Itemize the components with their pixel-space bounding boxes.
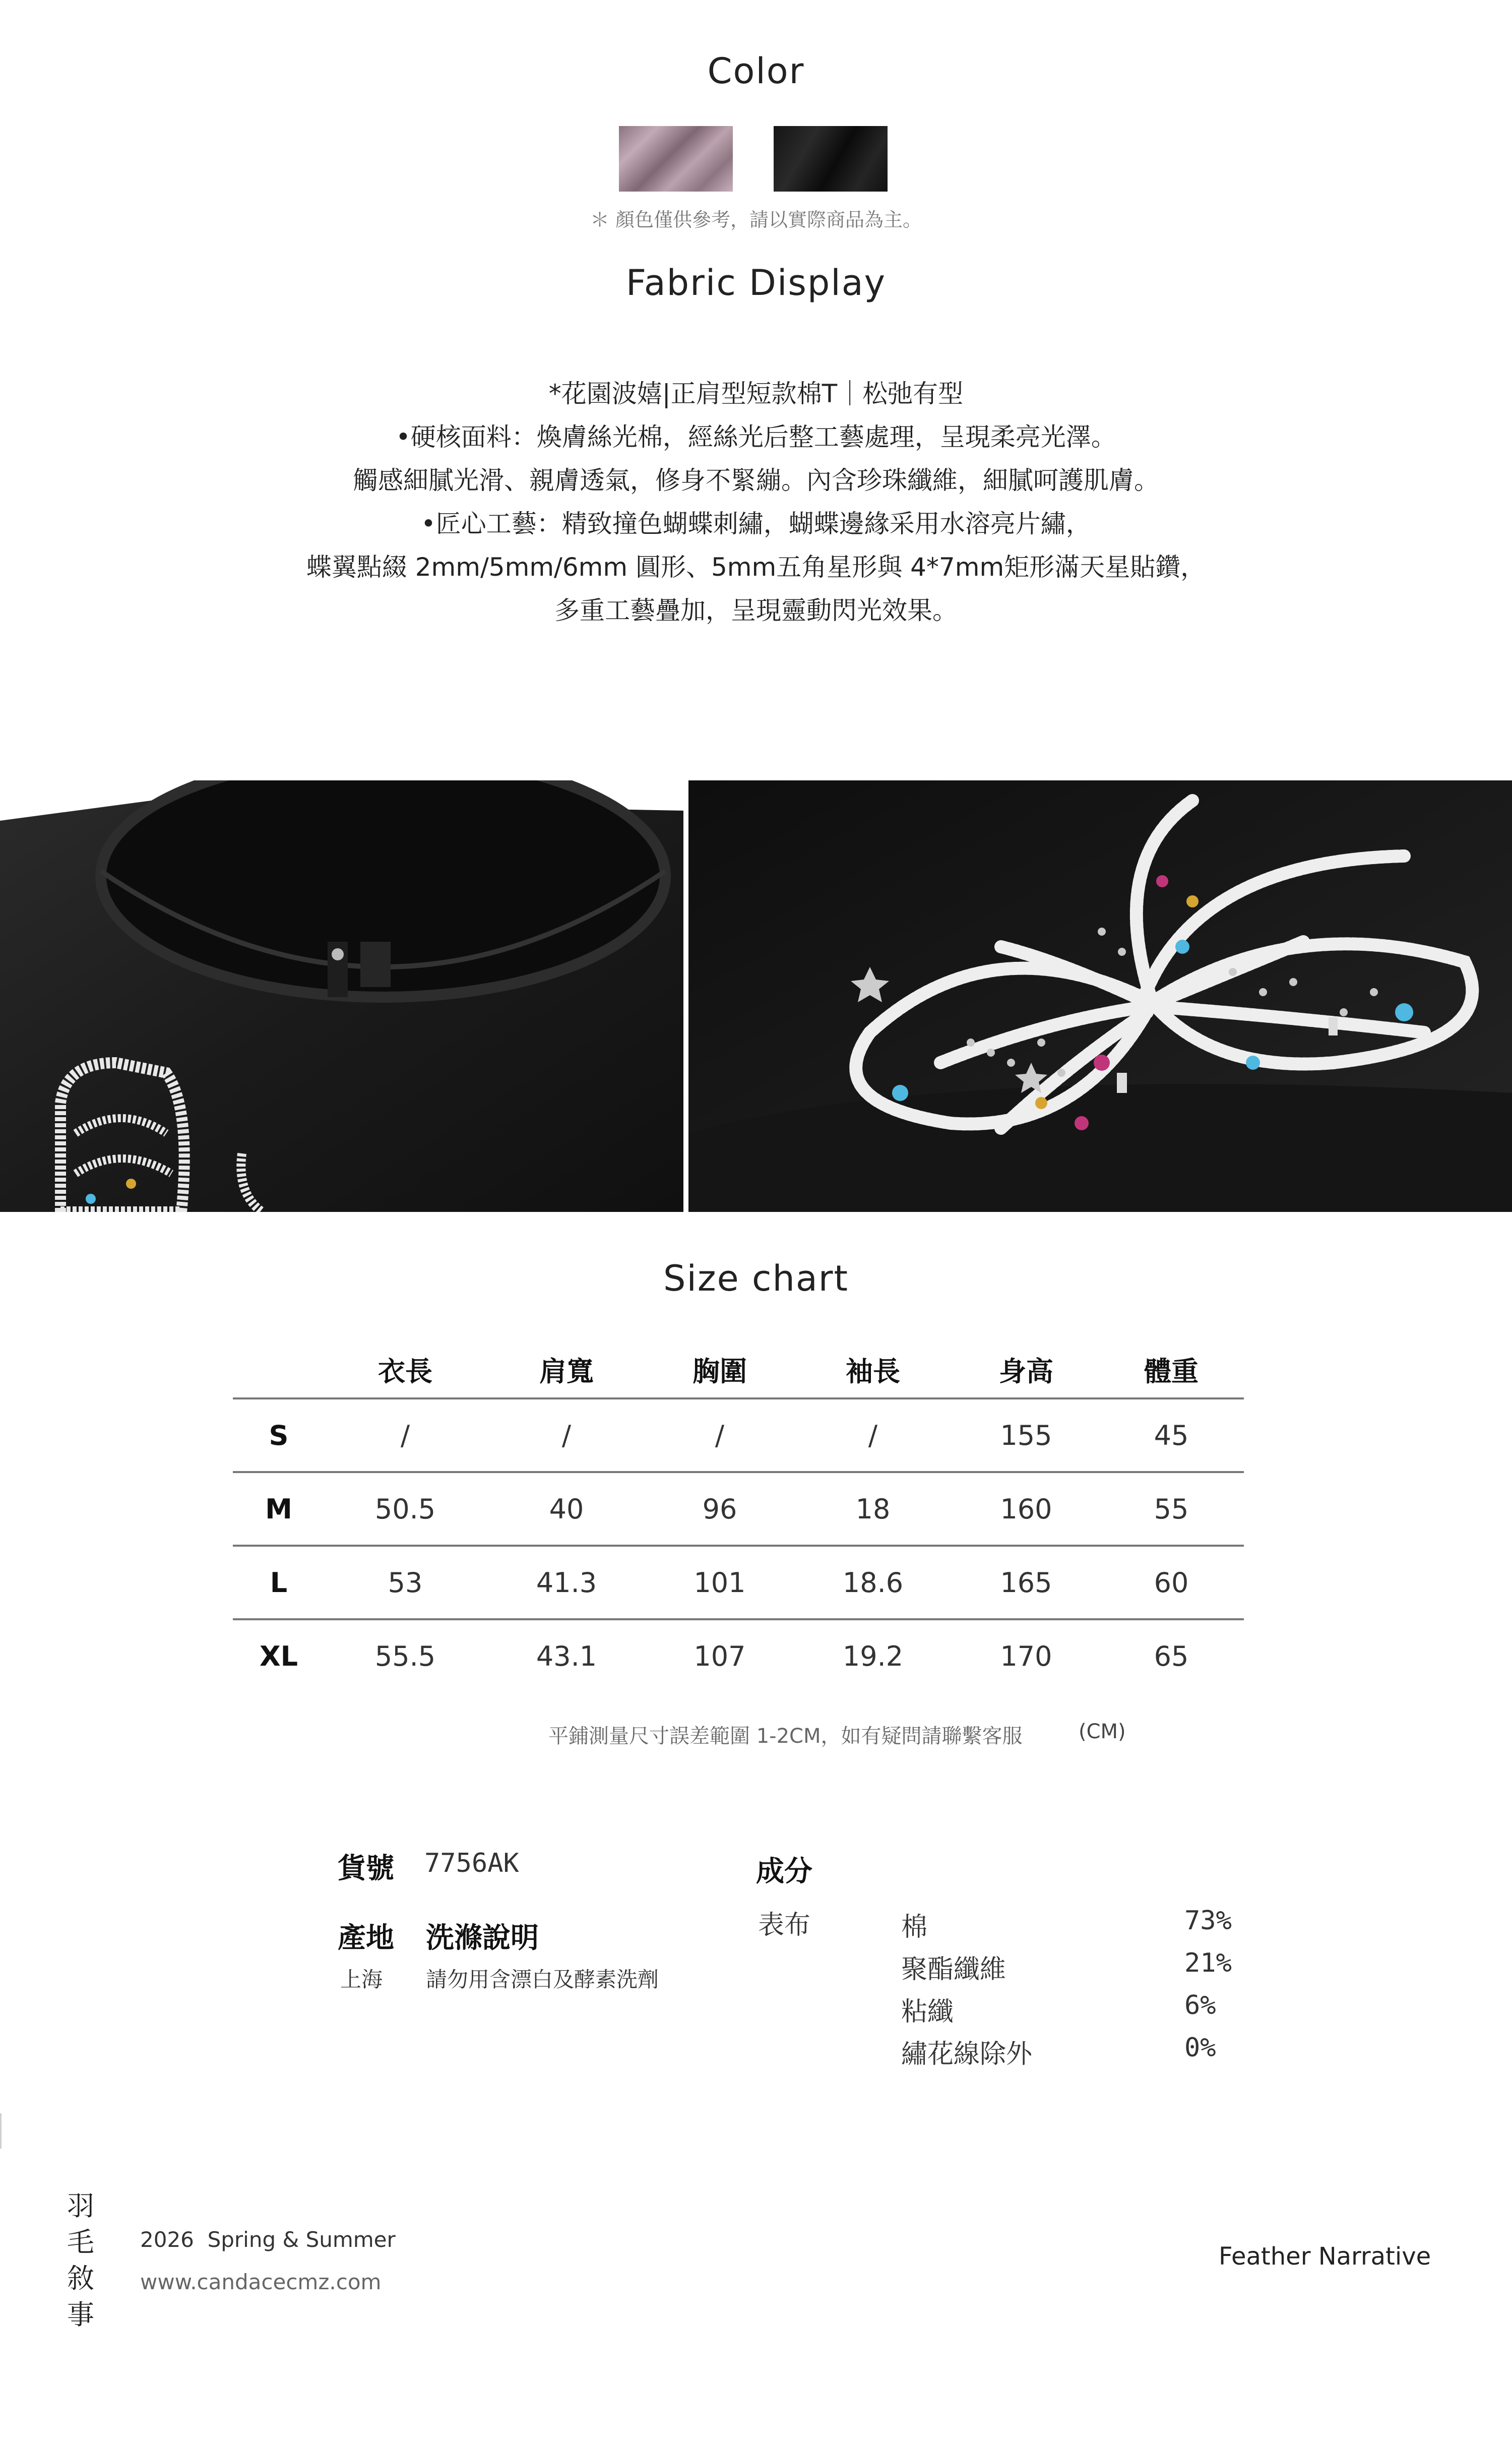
size-note: 平鋪測量尺寸誤差範圍 1-2CM，如有疑問請聯繫客服 [548,1725,1023,1748]
fabric-line: 觸感細膩光滑、親膚透氣，修身不緊繃。內含珍珠纖維，細膩呵護肌膚。 [353,466,1159,495]
composition-label: 成分 [756,1855,812,1888]
size-cell: 55.5 [325,1619,486,1692]
website-link[interactable]: www.candacecmz.com [140,2270,382,2294]
size-cell: 165 [954,1546,1099,1619]
size-header-cell [233,1341,325,1398]
fabric-line: 蝶翼點綴 2mm/5mm/6mm 圓形、5mm五角星形與 4*7mm矩形滿天星貼鑽， [306,553,1206,582]
footer-divider [0,2113,2,2149]
size-cell: 18.6 [792,1546,954,1619]
size-cell: 19.2 [792,1619,954,1692]
size-cell: 65 [1099,1619,1244,1692]
size-cell: / [325,1398,486,1472]
material-pct: 6% [1184,1990,1216,2021]
size-header-cell: 袖長 [845,1355,900,1387]
fabric-label: 表布 [758,1910,811,1940]
fabric-line: *花園波嬉|正肩型短款棉T｜松弛有型 [548,379,964,408]
season-text: 2026 Spring & Summer [140,2227,396,2252]
fabric-line: •匠心工藝：精致撞色蝴蝶刺繡，蝴蝶邊緣采用水溶亮片繡， [421,509,1091,538]
material-pct: 21% [1184,1948,1232,1978]
size-cell: / [792,1398,954,1472]
fabric-line: 多重工藝疊加，呈現靈動閃光效果。 [554,596,958,625]
size-label: L [233,1546,325,1619]
fabric-description [0,372,1512,632]
size-header-row [233,1341,1244,1398]
size-unit: (CM) [1079,1720,1126,1743]
size-cell: 107 [647,1619,792,1692]
size-cell: 60 [1099,1546,1244,1619]
origin-value: 上海 [340,1967,383,1992]
color-swatch-black[interactable] [774,126,888,192]
size-cell: 18 [792,1472,954,1546]
size-header-cell: 體重 [1144,1355,1199,1387]
size-cell: 40 [486,1472,647,1546]
size-cell: 41.3 [486,1546,647,1619]
wash-value: 請勿用含漂白及酵素洗劑 [426,1967,659,1992]
size-label: S [233,1398,325,1472]
size-cell: 53 [325,1546,486,1619]
material-pct: 0% [1184,2033,1216,2063]
size-cell: 155 [954,1398,1099,1472]
size-cell: 170 [954,1619,1099,1692]
size-cell: 96 [647,1472,792,1546]
neckline-photo [0,780,683,1212]
size-cell: 45 [1099,1398,1244,1472]
material-name: 粘纖 [901,1997,954,2027]
size-label: XL [233,1619,325,1692]
vertical-series-title: 羽 毛 敘 事 [67,2190,94,2331]
fabric-line: •硬核面料：煥膚絲光棉，經絲光后整工藝處理，呈現柔亮光澤。 [396,422,1116,452]
size-header-cell: 身高 [998,1355,1053,1387]
size-header-cell: 衣長 [378,1355,432,1387]
table-row [233,1546,1244,1619]
size-cell: 50.5 [325,1472,486,1546]
size-header-cell: 肩寬 [539,1355,594,1387]
series-name: Feather Narrative [1219,2242,1431,2271]
size-chart-title: Size chart [663,1258,849,1299]
material-pct: 73% [1184,1906,1232,1936]
size-cell: 55 [1099,1472,1244,1546]
table-row [233,1619,1244,1692]
size-cell: 101 [647,1546,792,1619]
butterfly-closeup-photo [688,780,1512,1212]
material-name: 棉 [901,1912,928,1942]
size-cell: 43.1 [486,1619,647,1692]
material-name: 繡花線除外 [901,2039,1033,2069]
color-title: Color [707,50,805,92]
fabric-title: Fabric Display [625,262,887,303]
size-cell: / [486,1398,647,1472]
material-name: 聚酯纖維 [901,1955,1006,1985]
size-header-cell: 胸圍 [692,1355,747,1387]
sku-value: 7756AK [424,1848,519,1878]
size-cell: / [647,1398,792,1472]
table-row [233,1472,1244,1546]
origin-label: 產地 [338,1922,394,1955]
table-row [233,1398,1244,1472]
sku-label: 貨號 [338,1852,394,1885]
wash-label: 洗滌說明 [426,1922,539,1955]
color-swatch-pink[interactable] [619,126,733,192]
size-cell: 160 [954,1472,1099,1546]
size-chart-table [233,1341,1244,1692]
size-label: M [233,1472,325,1546]
color-note: ＊ 顏色僅供參考，請以實際商品為主。 [590,209,922,231]
